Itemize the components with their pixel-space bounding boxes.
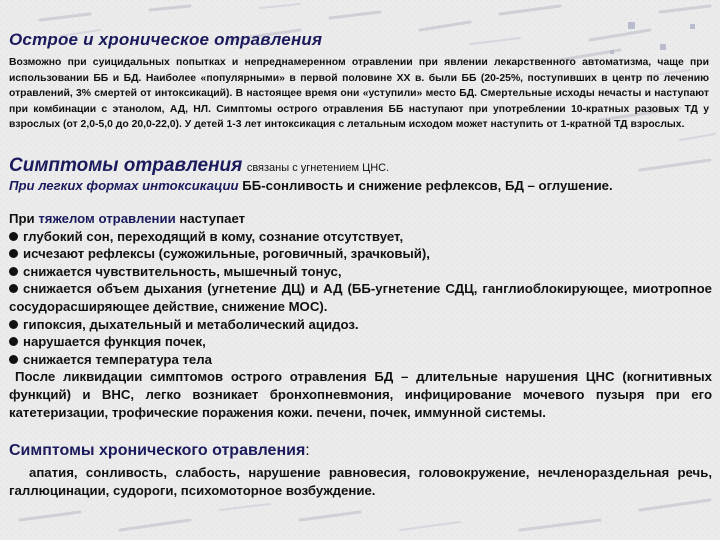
bullet-icon [9,267,18,276]
bullet-text: нарушается функция почек, [23,334,206,350]
bullet-text: снижается объем дыхания (угнетение ДЦ) и АД (ББ-угнетение СДЦ, ганглиоблокирующее, миотропное сосудорасширяющее действие, снижение МОС). [9,281,712,314]
severe-lead-line [9,210,712,228]
bullet-item [9,228,712,246]
severe-lead-post: наступает [175,211,246,226]
bullet-item [9,351,712,369]
bullet-item [9,263,712,281]
mild-forms-line [9,178,715,193]
symptoms-heading-suffix: связаны с угнетением ЦНС. [246,162,390,174]
severe-poisoning-block [9,210,712,421]
bullet-icon [9,232,18,241]
bullet-item [9,245,712,263]
bullet-text: снижается температура тела [23,351,212,367]
bullet-text: исчезают рефлексы (сужожильные, роговичный, зрачковый), [23,246,430,262]
bullet-item [9,333,712,351]
severe-lead-pre: При [9,211,39,226]
bullet-text: гипоксия, дыхательный и метаболический ацидоз. [23,316,359,332]
bullet-icon [9,249,18,258]
bullet-icon [9,284,18,293]
bullet-item [9,280,712,315]
symptoms-heading [9,155,389,177]
chronic-heading-title: Симптомы хронического отравления [9,442,306,459]
bullet-text: снижается чувствительность, мышечный тонус, [23,263,342,279]
bullet-icon [9,337,18,346]
after-effects-paragraph: После ликвидации симптомов острого отравления БД – длительные нарушения ЦНС (когнитивных функций) и ВНС, легко возникает бронхопневмония, инфицирование мочевого пузыря при его катетеризации, трофические поражения кожи. печени, почек, иммунной системы. [9,369,712,420]
bullet-icon [9,320,18,329]
mild-forms-lead: При легких формах интоксикации [9,178,239,193]
chronic-symptoms-text [9,464,712,500]
chronic-heading [9,442,310,460]
severe-lead-highlight: тяжелом отравлении [38,211,176,226]
bullet-icon [9,355,18,364]
intro-paragraph: Возможно при суицидальных попытках и непреднамеренном отравлении при явлении лекарственного автоматизма, чаще при использовании ББ и БД. Наиболее «популярными» в первой половине ХХ в. были ББ (20-25%, поступивших в центр по лечению отравлений, 3% смертей от интоксикаций). В настоящее время они «уступили» место БД. Смертельные исходы нечасты и наступают при комбинации с этанолом, АД, НЛ. Симптомы острого отравления ББ наступают при употреблении 10-кратных разовых ТД у взрослых (от 2,0-5,0 до 20,0-22,0). У детей 1-3 лет интоксикация с летальным исходом может наступить от 1-кратной ТД взрослых. [9,57,709,131]
slide-title: Острое и хроническое отравления [9,30,323,49]
bullet-text: глубокий сон, переходящий в кому, сознание отсутствует, [23,228,404,244]
bullet-item [9,316,712,334]
mild-forms-text: ББ-сонливость и снижение рефлексов, БД – оглушение. [238,178,613,193]
symptoms-heading-title: Симптомы отравления [9,155,243,176]
chronic-heading-colon: : [305,442,310,459]
chronic-symptoms-list: апатия, сонливость, слабость, нарушение равновесия, головокружение, нечленораздельная речь, галлюцинации, судороги, психомоторное возбуждение. [9,465,712,498]
